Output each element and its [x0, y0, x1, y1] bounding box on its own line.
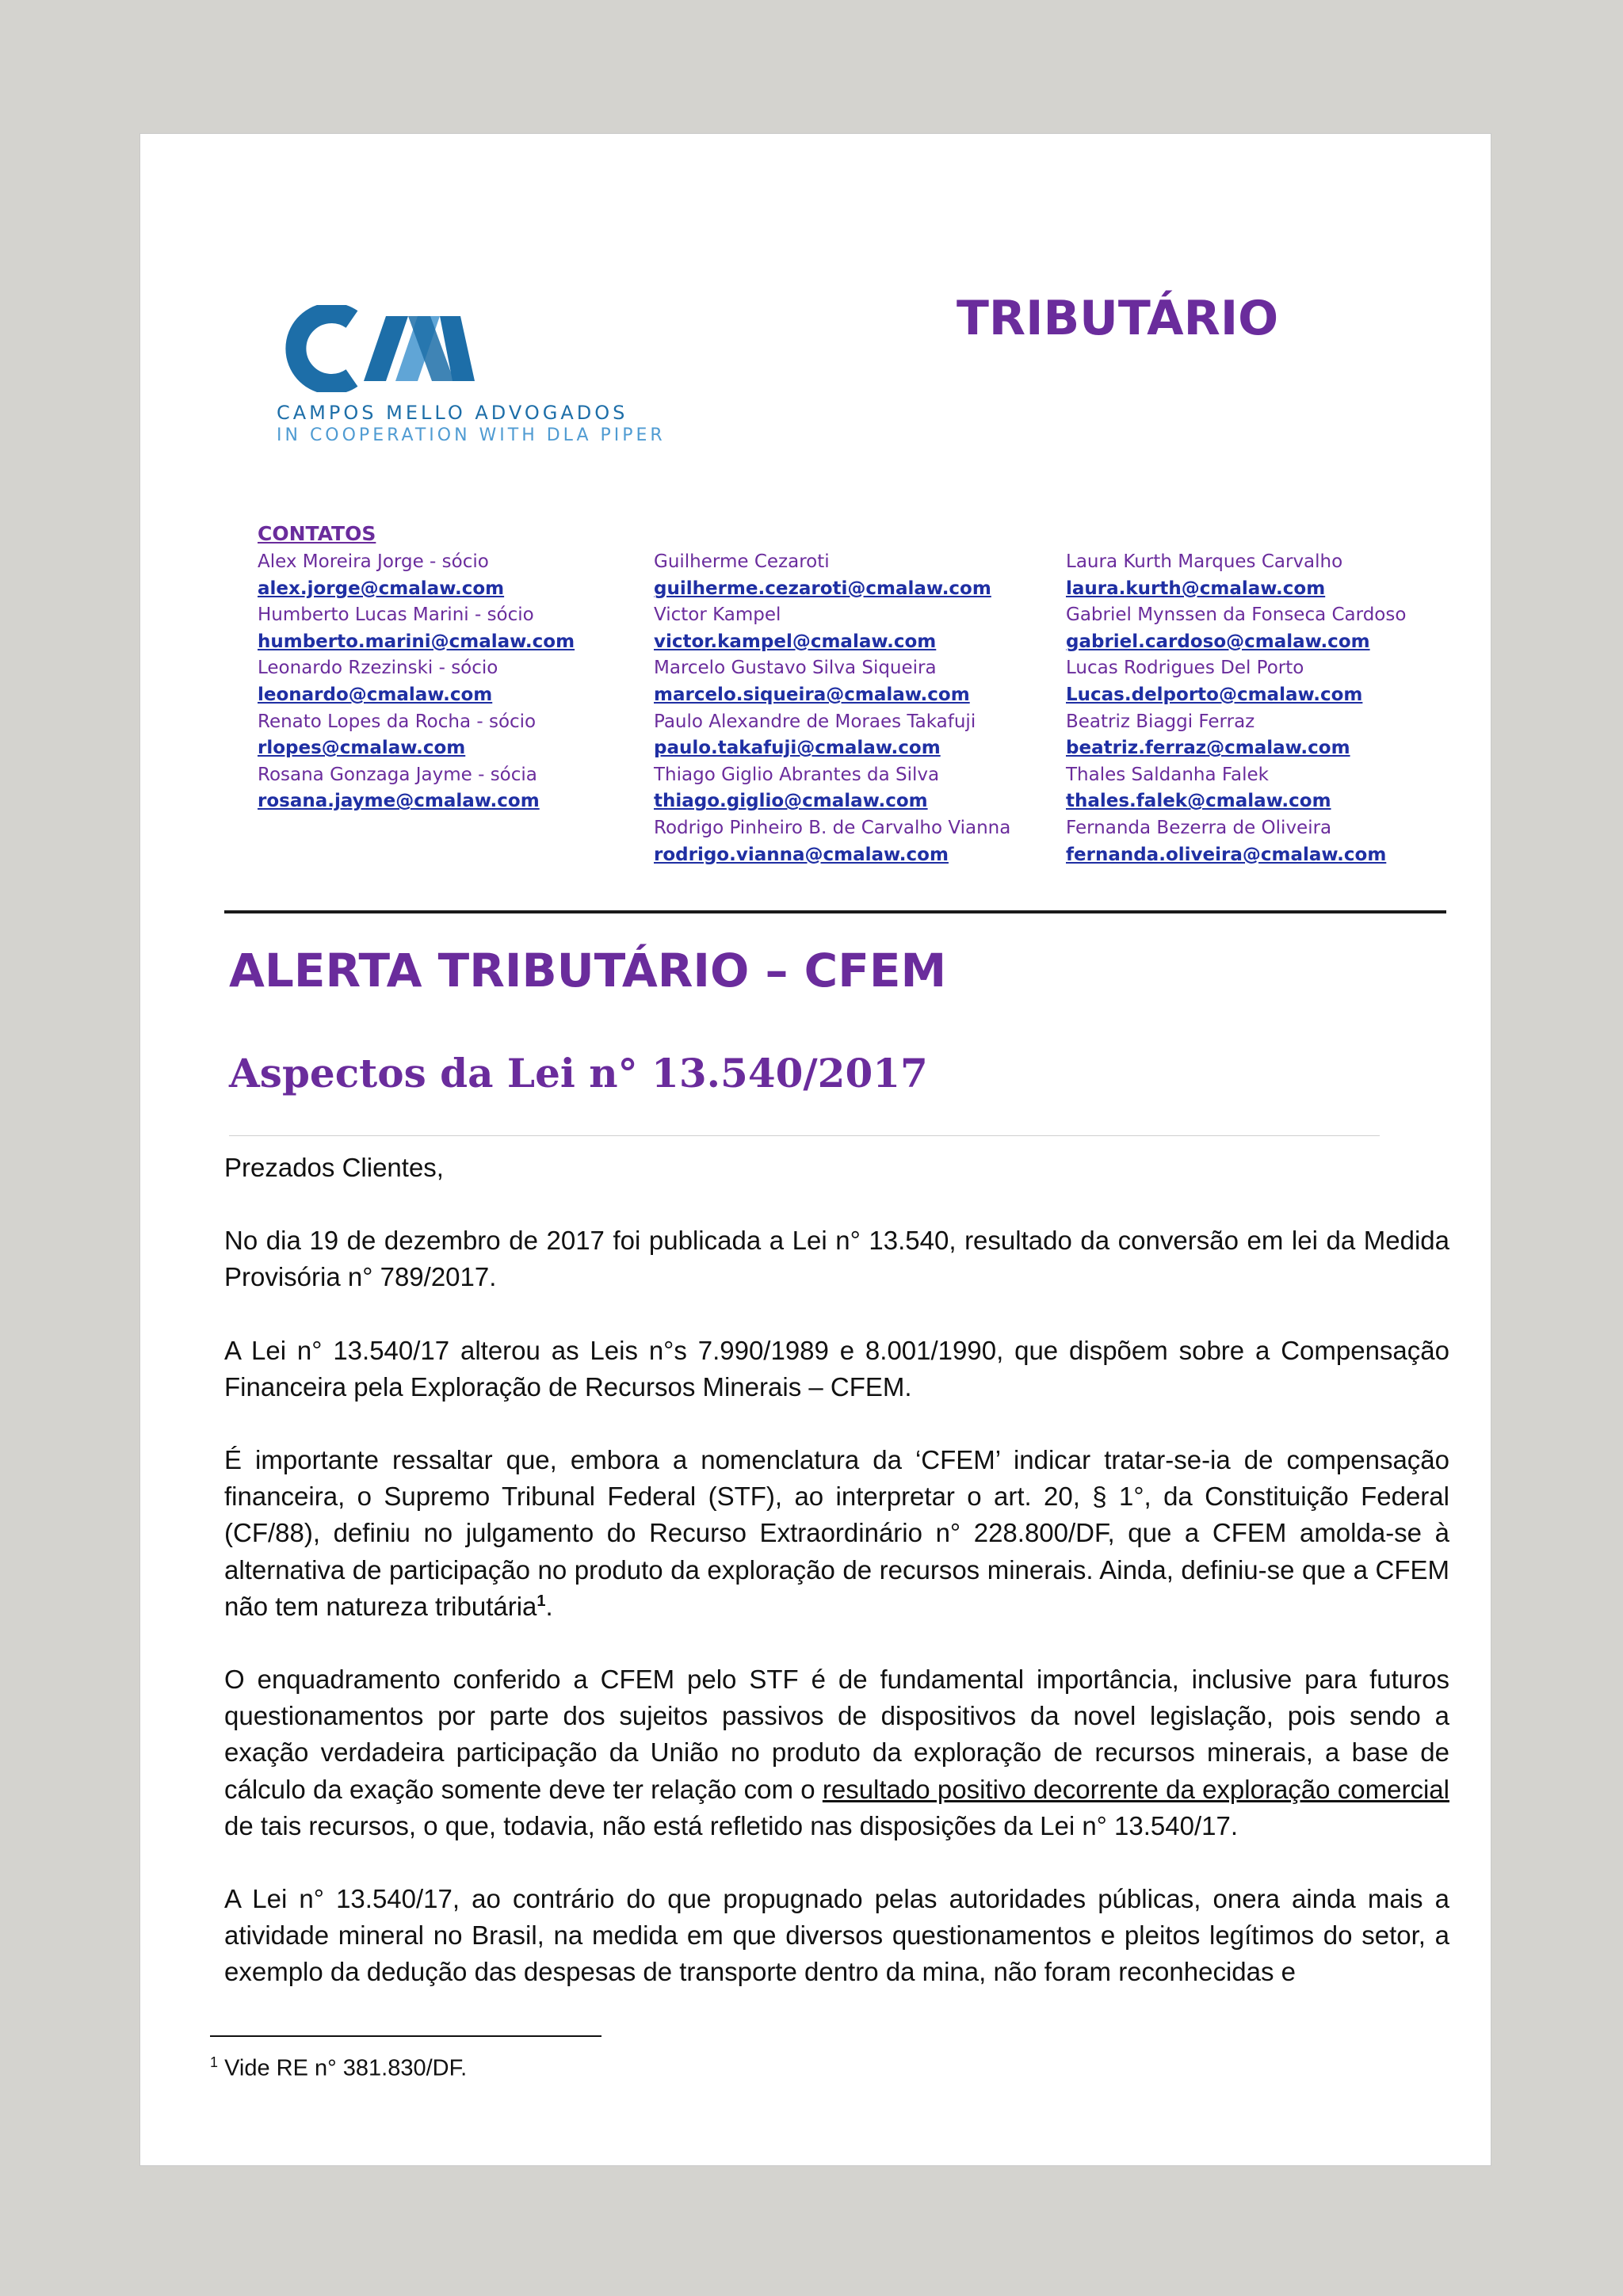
contact-name: Rodrigo Pinheiro B. de Carvalho Vianna	[654, 817, 1011, 838]
contact-name: Thales Saldanha Falek	[1066, 764, 1269, 785]
contact-email-link[interactable]: alex.jorge@cmalaw.com	[258, 578, 505, 599]
firm-logo	[277, 305, 705, 416]
contact-name: Fernanda Bezerra de Oliveira	[1066, 817, 1332, 838]
contact-email-link[interactable]: Lucas.delporto@cmalaw.com	[1066, 684, 1363, 705]
contact-name: Victor Kampel	[654, 605, 781, 626]
paragraph-5: A Lei n° 13.540/17, ao contrário do que propugnado pelas autoridades públicas, onera ainda mais a atividade mineral no Brasil, na medida em que diversos questionamentos e pleitos legítimos do setor, a exemplo da dedução das despesas de transporte dentro da mina, não foram reconhecidas e	[224, 1884, 1449, 1987]
paragraph-4-underlined: resultado positivo decorrente da exploração comercial	[822, 1774, 1449, 1804]
contact-name: Humberto Lucas Marini - sócio	[258, 605, 534, 626]
logo-firm-name: CAMPOS MELLO ADVOGADOS	[277, 402, 628, 424]
contacts-column-3	[1066, 549, 1406, 868]
contact-name: Laura Kurth Marques Carvalho	[1066, 551, 1343, 572]
contact-email-link[interactable]: laura.kurth@cmalaw.com	[1066, 578, 1326, 599]
paragraph-3-end: .	[545, 1591, 553, 1621]
document-page	[139, 133, 1491, 2166]
contact-email-link[interactable]: humberto.marini@cmalaw.com	[258, 631, 575, 652]
paragraph-3	[224, 1442, 1449, 1625]
footnote-text: Vide RE n° 381.830/DF.	[218, 2055, 468, 2081]
article-body	[224, 1150, 1449, 2027]
section-title: TRIBUTÁRIO	[957, 291, 1279, 346]
contact-name: Lucas Rodrigues Del Porto	[1066, 658, 1304, 679]
greeting: Prezados Clientes,	[224, 1153, 444, 1182]
contacts-column-2	[654, 549, 1010, 868]
contact-name: Marcelo Gustavo Silva Siqueira	[654, 658, 937, 679]
contact-email-link[interactable]: thales.falek@cmalaw.com	[1066, 791, 1331, 812]
paragraph-4	[224, 1661, 1449, 1844]
paragraph-1: No dia 19 de dezembro de 2017 foi publicada a Lei n° 13.540, resultado da conversão em lei da Medida Provisória n° 789/2017.	[224, 1226, 1449, 1292]
contact-name: Gabriel Mynssen da Fonseca Cardoso	[1066, 605, 1407, 626]
footnote	[210, 2054, 467, 2082]
footnote-number: 1	[210, 2054, 219, 2070]
paragraph-4-text-b: de tais recursos, o que, todavia, não está refletido nas disposições da Lei n° 13.540/17.	[224, 1810, 1239, 1840]
contact-name: Alex Moreira Jorge - sócio	[258, 551, 489, 572]
contact-email-link[interactable]: leonardo@cmalaw.com	[258, 684, 493, 705]
logo-cooperation: IN COOPERATION WITH DLA PIPER	[277, 425, 666, 445]
contact-name: Rosana Gonzaga Jayme - sócia	[258, 764, 537, 785]
footnote-divider	[210, 2035, 601, 2037]
contact-email-link[interactable]: marcelo.siqueira@cmalaw.com	[654, 684, 970, 705]
contact-name: Leonardo Rzezinski - sócio	[258, 658, 498, 679]
subtitle-divider	[229, 1135, 1380, 1136]
paragraph-2: A Lei n° 13.540/17 alterou as Leis n°s 7.990/1989 e 8.001/1990, que dispõem sobre a Compensação Financeira pela Exploração de Recursos Minerais – CFEM.	[224, 1335, 1449, 1402]
contact-name: Guilherme Cezaroti	[654, 551, 830, 572]
contact-email-link[interactable]: fernanda.oliveira@cmalaw.com	[1066, 844, 1387, 865]
contact-name: Beatriz Biaggi Ferraz	[1066, 711, 1255, 732]
paragraph-4-text-a: O enquadramento conferido a CFEM pelo STF é de fundamental importância, inclusive para futuros questionamentos por parte dos sujeitos passivos de dispositivos da novel legislação, pois sendo a exação verdadeira participação da União no produto da exploração de recursos minerais, a base de cálculo da exação somente deve ter relação com o	[224, 1665, 1449, 1804]
cm-logo-icon	[277, 305, 483, 392]
contact-name: Thiago Giglio Abrantes da Silva	[654, 764, 940, 785]
contact-email-link[interactable]: rosana.jayme@cmalaw.com	[258, 791, 540, 812]
header-divider	[224, 910, 1446, 913]
contact-name: Renato Lopes da Rocha - sócio	[258, 711, 537, 732]
contact-email-link[interactable]: paulo.takafuji@cmalaw.com	[654, 738, 941, 759]
contact-email-link[interactable]: gabriel.cardoso@cmalaw.com	[1066, 631, 1370, 652]
contact-email-link[interactable]: rlopes@cmalaw.com	[258, 738, 466, 759]
contact-email-link[interactable]: rodrigo.vianna@cmalaw.com	[654, 844, 949, 865]
footnote-ref: 1	[537, 1592, 546, 1610]
contact-email-link[interactable]: guilherme.cezaroti@cmalaw.com	[654, 578, 991, 599]
contacts-column-1	[258, 549, 575, 815]
contact-email-link[interactable]: victor.kampel@cmalaw.com	[654, 631, 937, 652]
article-subtitle: Aspectos da Lei n° 13.540/2017	[229, 1050, 928, 1097]
contact-name: Paulo Alexandre de Moraes Takafuji	[654, 711, 976, 732]
contact-email-link[interactable]: thiago.giglio@cmalaw.com	[654, 791, 928, 812]
paragraph-3-text: É importante ressaltar que, embora a nomenclatura da ‘CFEM’ indicar tratar-se-ia de compensação financeira, o Supremo Tribunal Federal (STF), ao interpretar o art. 20, § 1°, da Constituição Federal (CF/88), definiu no julgamento do Recurso Extraordinário n° 228.800/DF, que a CFEM amolda-se à alternativa de participação no produto da exploração de recursos minerais. Ainda, definiu-se que a CFEM não tem natureza tributária	[224, 1445, 1449, 1621]
contact-email-link[interactable]: beatriz.ferraz@cmalaw.com	[1066, 738, 1350, 759]
contacts-heading: CONTATOS	[258, 522, 376, 545]
article-title: ALERTA TRIBUTÁRIO – CFEM	[229, 944, 947, 997]
